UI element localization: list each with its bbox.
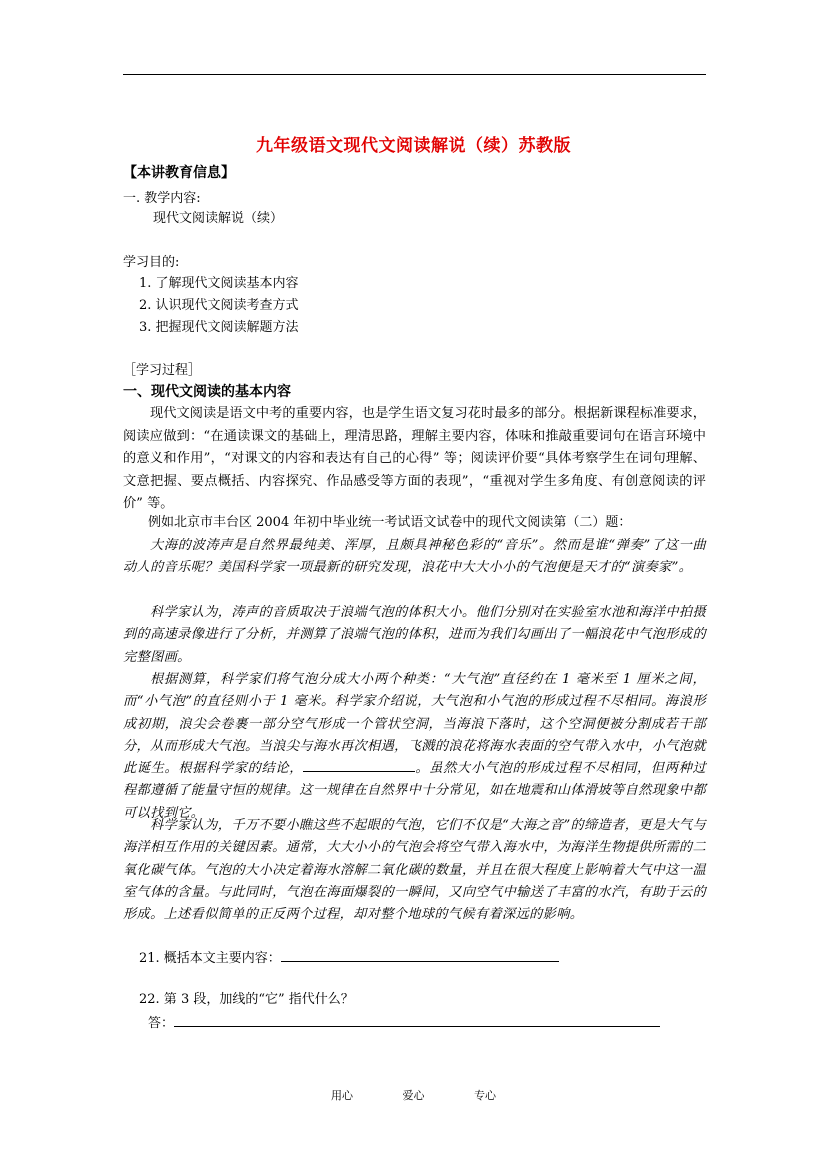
fill-blank[interactable] <box>303 759 415 772</box>
section-header: 【本讲教育信息】 <box>123 165 235 181</box>
process-label: ［学习过程］ <box>123 363 202 378</box>
footer-text: 专心 <box>474 1089 496 1102</box>
teaching-content: 现代文阅读解说（续） <box>153 211 284 226</box>
goals-label: 学习目的: <box>123 255 180 270</box>
header-rule <box>123 74 706 75</box>
question-21-label: 21. 概括本文主要内容： <box>139 951 281 966</box>
passage-paragraph-3-text: 根据测算，科学家们将气泡分成大小两个种类：“大气泡”直径约在 1 毫米至 1 厘米之间，而“小气泡”的直径则小于 1 毫米。科学家介绍说，大气泡和小气泡的形成过程不尽相同。海浪形成初期，浪尖会卷裹一部分空气形成一个管状空洞，当海浪下落时，这个空洞便被分割成若干部分，从而形成大气泡。当浪尖与海水再次相遇，飞溅的浪花将海水表面的空气带入水中，小气泡就此诞生。根据科学家的结论， <box>123 672 706 777</box>
example-line: 例如北京市丰台区 2004 年初中毕业统一考试语文试卷中的现代文阅读第（二）题： <box>148 515 632 530</box>
goal-item: 3. 把握现代文阅读解题方法 <box>139 320 299 335</box>
question-21 <box>139 947 559 969</box>
footer-text: 用心 <box>331 1089 353 1102</box>
passage-paragraph-1: 大海的波涛声是自然界最纯美、浑厚，且颇具神秘色彩的“音乐”。然而是谁“弹奏”了这一曲动人的音乐呢？美国科学家一项最新的研究发现，浪花中大大小小的气泡便是天才的“演奏家”。 <box>123 538 706 576</box>
passage-paragraph-2: 科学家认为，涛声的音质取决于浪端气泡的体积大小。他们分别对在实验室水池和海洋中拍摄到的高速录像进行了分析，并测算了浪端气泡的体积，进而为我们勾画出了一幅浪花中气泡形成的完整图画。 <box>123 605 706 665</box>
part-one-heading: 一、现代文阅读的基本内容 <box>123 384 291 400</box>
question-22: 22. 第 3 段，加线的“它” 指代什么？ <box>139 992 354 1007</box>
answer-22-line[interactable] <box>174 1012 660 1027</box>
answer-22-label: 答： <box>148 1016 175 1031</box>
intro-paragraph: 现代文阅读是语文中考的重要内容，也是学生语文复习花时最多的部分。根据新课程标准要求，阅读应做到：“在通读课文的基础上，理清思路，理解主要内容，体味和推敲重要词句在语言环境中的意义和作用”，“对课文的内容和表达有自己的心得” 等；阅读评价要“具体考察学生在词句理解、文意把握、要点概括、内容探究、作品感受等方面的表现”，“重视对学生多角度、有创意阅读的评价” 等。 <box>123 406 706 511</box>
footer-text: 爱心 <box>402 1089 425 1102</box>
answer-21-line[interactable] <box>281 947 559 962</box>
passage-paragraph-4: 科学家认为，千万不要小瞧这些不起眼的气泡，它们不仅是“大海之音”的缔造者，更是大气与海洋相互作用的关键因素。通常，大大小小的气泡会将空气带入海水中，为海洋生物提供所需的二氧化碳气体。气泡的大小决定着海水溶解二氧化碳的数量，并且在很大程度上影响着大气中这一温室气体的含量。与此同时，气泡在海面爆裂的一瞬间，又向空气中输送了丰富的水汽，有助于云的形成。上述看似简单的正反两个过程，却对整个地球的气候有着深远的影响。 <box>123 818 706 923</box>
teaching-label: 一. 教学内容: <box>123 191 201 206</box>
page-title: 九年级语文现代文阅读解说（续）苏教版 <box>256 136 571 156</box>
passage-paragraph-3-continued: 。虽然大小气泡的形成过程不尽相同，但两种过程都遵循了能量守恒的规律。这一规律在自然界中十分常见，如在地震和山体滑坡等自然现象中都可以找到它。 <box>123 761 706 821</box>
goal-item: 2. 认识现代文阅读考查方式 <box>139 298 299 313</box>
answer-22 <box>148 1012 660 1034</box>
passage-paragraph-3 <box>123 669 706 825</box>
page-footer <box>0 1087 827 1103</box>
goal-item: 1. 了解现代文阅读基本内容 <box>139 276 299 291</box>
